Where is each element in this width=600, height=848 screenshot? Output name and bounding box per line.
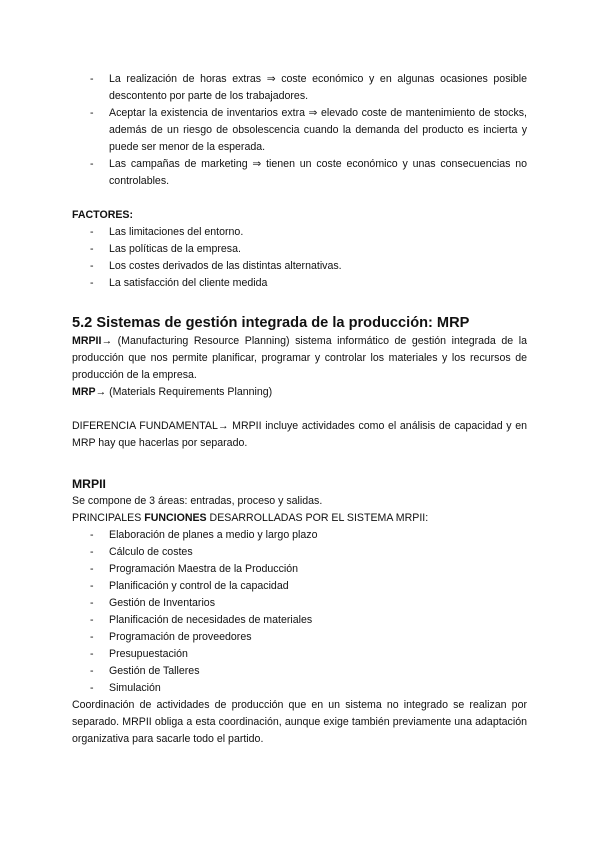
list-item: - Programación Maestra de la Producción xyxy=(90,563,299,575)
closing-paragraph: Coordinación de actividades de producción que en un sistema no integrado se realizan por separado. MRPII obliga a esta coordinación, aunque exige también previamente una adaptación organizativa para sacarle todo el partido. xyxy=(72,699,527,745)
list-item: - Programación de proveedores xyxy=(90,631,252,643)
list-item: - Aceptar la existencia de inventarios extra ⇒ elevado coste de mantenimiento de stocks, además de un riesgo de obsolescencia cuando la demanda del producto es incierta y puede ser menor de la esperada. xyxy=(90,107,527,153)
list-item: - Las políticas de la empresa. xyxy=(90,243,241,255)
mrp-definition: MRP→ (Materials Requirements Planning) xyxy=(72,386,273,398)
list-item: - Cálculo de costes xyxy=(90,546,193,558)
list-item: - La realización de horas extras ⇒ coste económico y en algunas ocasiones posible descontento por parte de los trabajadores. xyxy=(90,73,527,102)
mrp-term: MRP xyxy=(72,386,96,398)
diferencia-paragraph: DIFERENCIA FUNDAMENTAL→ MRPII incluye actividades como el análisis de capacidad y en MRP hay que hacerlas por separado. xyxy=(72,420,527,449)
list-item: - Planificación y control de la capacidad xyxy=(90,580,289,592)
factores-list xyxy=(72,224,527,292)
mrpii-areas: Se compone de 3 áreas: entradas, proceso y salidas. xyxy=(72,495,323,507)
list-item: - Las campañas de marketing ⇒ tienen un coste económico y unas consecuencias no controlables. xyxy=(90,158,527,187)
funciones-heading: PRINCIPALES FUNCIONES DESARROLLADAS POR EL SISTEMA MRPII: xyxy=(72,512,429,524)
section-title: 5.2 Sistemas de gestión integrada de la producción: MRP xyxy=(72,315,470,331)
list-item: - Las limitaciones del entorno. xyxy=(90,226,244,238)
list-item: - Presupuestación xyxy=(90,648,188,660)
page-content xyxy=(72,71,527,748)
list-item: - Los costes derivados de las distintas alternativas. xyxy=(90,260,342,272)
list-item: - La satisfacción del cliente medida xyxy=(90,277,268,289)
list-item: - Gestión de Inventarios xyxy=(90,597,215,609)
list-item: - Simulación xyxy=(90,682,161,694)
intro-list xyxy=(72,71,527,190)
funciones-list xyxy=(72,527,527,697)
list-item: - Elaboración de planes a medio y largo plazo xyxy=(90,529,318,541)
mrpii-heading: MRPII xyxy=(72,477,106,491)
list-item: - Gestión de Talleres xyxy=(90,665,200,677)
factores-heading: FACTORES: xyxy=(72,209,134,221)
mrpii-definition: MRPII→ (Manufacturing Resource Planning) sistema informático de gestión integrada de la producción que nos permite planificar, programar y controlar los materiales y los recursos de producción de la empresa. xyxy=(72,335,527,381)
mrpii-term: MRPII xyxy=(72,335,102,347)
list-item: - Planificación de necesidades de materiales xyxy=(90,614,313,626)
